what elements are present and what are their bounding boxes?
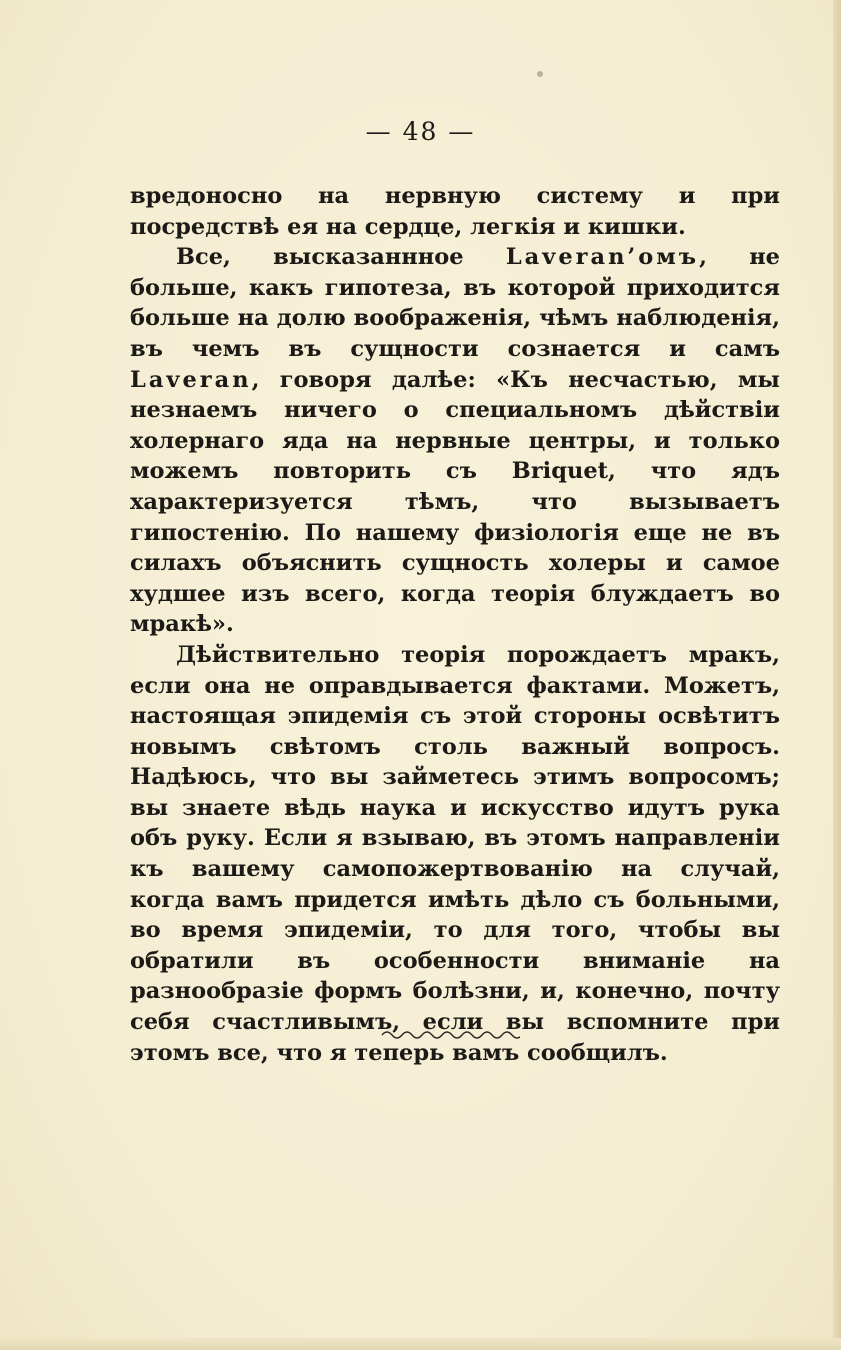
page-edge-bottom	[0, 1338, 841, 1350]
body-text	[130, 181, 780, 1068]
paragraph-2-middle: , не больше, какъ гипотеза, въ которой приходится больше на долю воображенія, чѣмъ наблюденія, въ чемъ въ сущности сознается и самъ	[130, 244, 780, 362]
ink-speck	[537, 71, 543, 77]
paragraph-3: Дѣйствительно теорія порождаетъ мракъ, если она не оправдывается фактами. Можетъ, настоящая эпидемія съ этой стороны освѣтитъ новымъ свѣтомъ столь важный вопросъ. Надѣюсь, что вы займетесь этимъ вопросомъ; вы знаете вѣдь наука и искусство идутъ рука объ руку. Если я взываю, въ этомъ направленіи къ вашему самопожертвованію на случай, когда вамъ придется имѣть дѣло съ больными, во время эпидеміи, то для того, чтобы вы обратили въ особенности вниманіе на разнообразіе формъ болѣзни, и, конечно, почту себя счастливымъ, если вы вспомните при этомъ все, что я теперь вамъ сообщилъ.	[130, 641, 780, 1066]
paragraph-2	[130, 242, 780, 640]
author-name-laveran-2: Laveran	[130, 366, 252, 393]
paragraph-2-before: Все, высказаннное	[176, 244, 506, 271]
wavy-ornament-divider	[380, 1028, 520, 1042]
author-name-laveran-1: Laveran’омъ	[505, 244, 700, 271]
page-edge-right	[833, 0, 841, 1350]
paragraph-1: вредоносно на нервную систему и при посредствѣ ея на сердце, легкія и кишки.	[130, 183, 780, 240]
page-number: — 48 —	[365, 117, 476, 146]
paragraph-2-after: , говоря далѣе: «Къ несчастью, мы незнаемъ ничего о специальномъ дѣйствіи холернаго яда на нервные центры, и только можемъ повторить съ Briquet, что ядъ характеризуется тѣмъ, что вызываетъ гипостенію. По нашему физіологія еще не въ силахъ объяснить сущность холеры и самое худшее изъ всего, когда теорія блуждаетъ во мракѣ».	[130, 366, 780, 638]
